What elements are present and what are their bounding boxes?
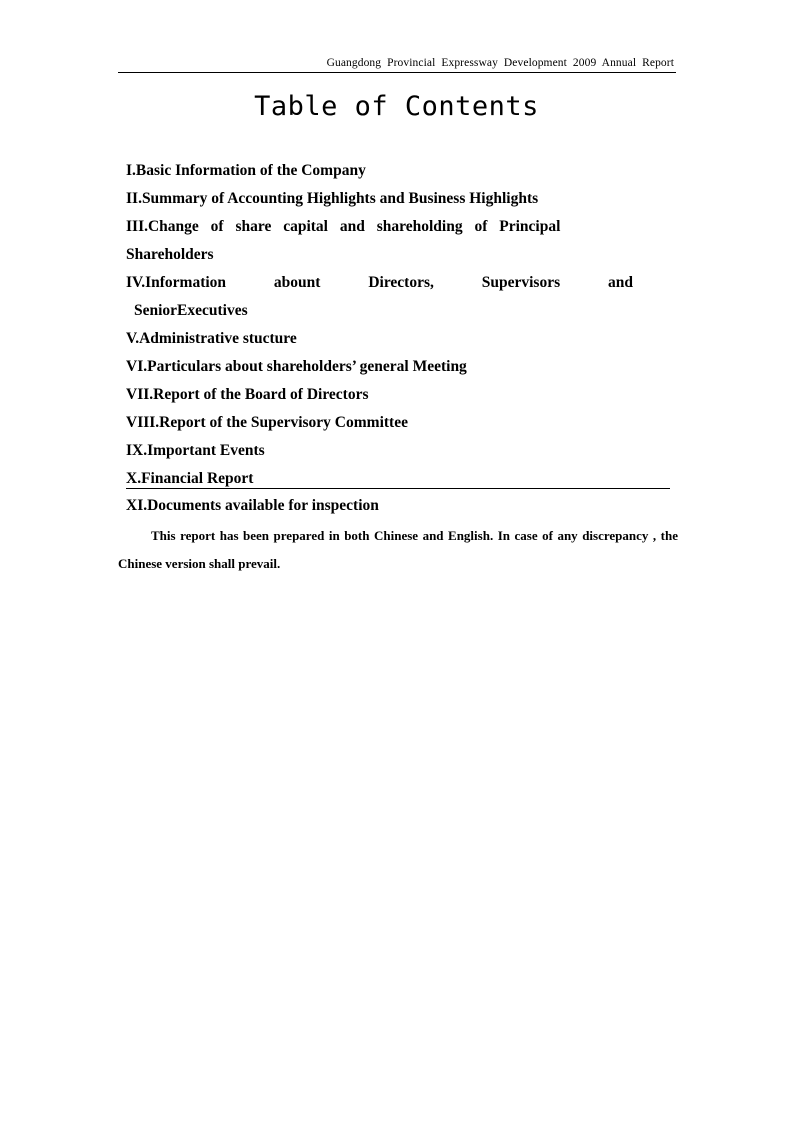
- language-note: This report has been prepared in both Chinese and English. In case of any discrepancy , the Chinese version shall prevail.: [118, 528, 678, 571]
- toc-divider: [126, 488, 670, 489]
- header-rule: [118, 72, 676, 73]
- toc-item-x[interactable]: X.Financial Report: [126, 470, 254, 487]
- toc-item-vi[interactable]: VI.Particulars about shareholders’ general Meeting: [126, 358, 467, 375]
- running-header: Guangdong Provincial Expressway Development 2009 Annual Report: [326, 57, 674, 69]
- toc-item-iii[interactable]: III.Change of share capital and shareholding of Principal: [126, 218, 561, 235]
- toc-item-i[interactable]: I.Basic Information of the Company: [126, 162, 366, 179]
- toc-item-v[interactable]: V.Administrative stucture: [126, 330, 297, 347]
- toc-item-vii[interactable]: VII.Report of the Board of Directors: [126, 386, 369, 403]
- toc-item-ii[interactable]: II.Summary of Accounting Highlights and Business Highlights: [126, 190, 539, 207]
- toc-item-iv[interactable]: IV.Information abount Directors, Supervisors and: [126, 274, 633, 291]
- toc-item-xi[interactable]: XI.Documents available for inspection: [126, 497, 379, 514]
- toc-item-ix[interactable]: IX.Important Events: [126, 442, 265, 459]
- toc-item-iv-continued[interactable]: SeniorExecutives: [134, 302, 248, 319]
- toc-item-viii[interactable]: VIII.Report of the Supervisory Committee: [126, 414, 408, 431]
- page-title: Table of Contents: [254, 91, 539, 122]
- table-of-contents: [126, 157, 633, 493]
- toc-item-iii-continued[interactable]: Shareholders: [126, 246, 214, 263]
